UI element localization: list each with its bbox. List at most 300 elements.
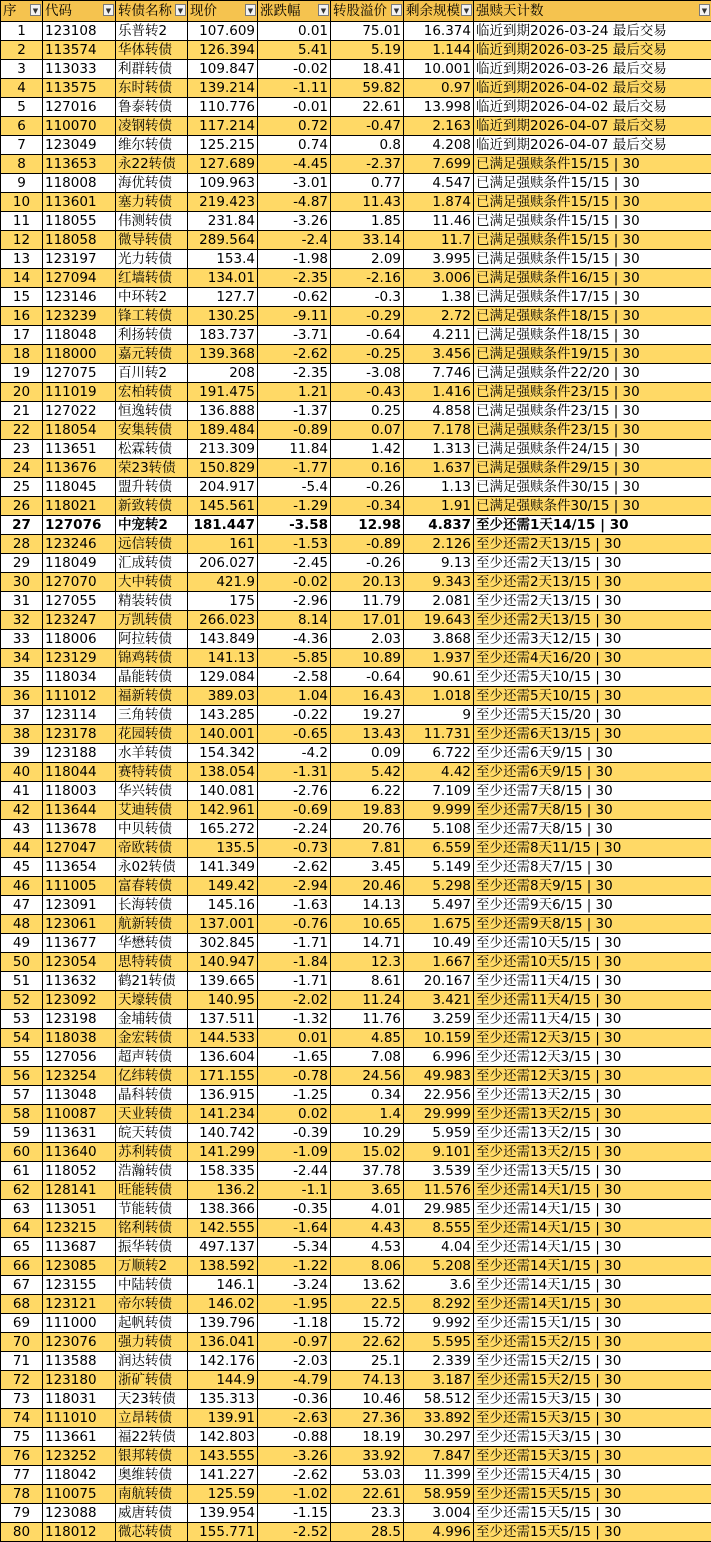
cell-change[interactable]: -1.77 [258,459,331,478]
cell-name[interactable]: 节能转债 [116,1200,188,1219]
cell-index[interactable]: 74 [1,1409,43,1428]
cell-change[interactable]: -1.02 [258,1485,331,1504]
cell-premium[interactable]: -0.47 [331,117,404,136]
cell-premium[interactable]: 75.01 [331,22,404,41]
table-row[interactable] [1,725,711,744]
cell-index[interactable]: 12 [1,231,43,250]
cell-price[interactable]: 155.771 [188,1523,258,1542]
cell-price[interactable]: 154.342 [188,744,258,763]
cell-redeem-count[interactable]: 至少还需5天15/20 | 30 [474,706,711,725]
cell-index[interactable]: 38 [1,725,43,744]
cell-price[interactable]: 136.604 [188,1048,258,1067]
cell-code[interactable]: 127075 [43,364,116,383]
cell-index[interactable]: 1 [1,22,43,41]
cell-remaining[interactable]: 5.959 [404,1124,474,1143]
cell-price[interactable]: 109.963 [188,174,258,193]
cell-name[interactable]: 南航转债 [116,1485,188,1504]
cell-redeem-count[interactable]: 至少还需14天1/15 | 30 [474,1238,711,1257]
cell-remaining[interactable]: 3.259 [404,1010,474,1029]
filter-dropdown-icon[interactable]: ▼ [103,4,114,16]
cell-remaining[interactable]: 4.211 [404,326,474,345]
table-row[interactable] [1,1086,711,1105]
cell-price[interactable]: 140.001 [188,725,258,744]
table-row[interactable] [1,554,711,573]
cell-code[interactable]: 118044 [43,763,116,782]
cell-name[interactable]: 微导转债 [116,231,188,250]
cell-change[interactable]: -1.84 [258,953,331,972]
table-row[interactable] [1,1466,711,1485]
cell-redeem-count[interactable]: 至少还需11天4/15 | 30 [474,1010,711,1029]
cell-price[interactable]: 143.285 [188,706,258,725]
cell-change[interactable]: -1.98 [258,250,331,269]
table-row[interactable] [1,345,711,364]
cell-name[interactable]: 起帆转债 [116,1314,188,1333]
cell-remaining[interactable]: 3.006 [404,269,474,288]
cell-redeem-count[interactable]: 已满足强赎条件18/15 | 30 [474,307,711,326]
cell-remaining[interactable]: 9 [404,706,474,725]
cell-premium[interactable]: -0.3 [331,288,404,307]
cell-premium[interactable]: 14.71 [331,934,404,953]
cell-redeem-count[interactable]: 至少还需14天1/15 | 30 [474,1200,711,1219]
cell-price[interactable]: 141.349 [188,858,258,877]
table-row[interactable] [1,915,711,934]
cell-premium[interactable]: 10.46 [331,1390,404,1409]
cell-name[interactable]: 恒逸转债 [116,402,188,421]
header-name[interactable]: 转债名称 ▼ [116,1,188,22]
cell-code[interactable]: 123254 [43,1067,116,1086]
cell-code[interactable]: 123061 [43,915,116,934]
cell-code[interactable]: 110075 [43,1485,116,1504]
cell-price[interactable]: 139.91 [188,1409,258,1428]
cell-remaining[interactable]: 3.868 [404,630,474,649]
cell-premium[interactable]: 59.82 [331,79,404,98]
cell-name[interactable]: 中环转2 [116,288,188,307]
cell-redeem-count[interactable]: 临近到期2026-04-02 最后交易 [474,98,711,117]
cell-change[interactable]: -1.71 [258,934,331,953]
cell-name[interactable]: 富春转债 [116,877,188,896]
cell-change[interactable]: -2.24 [258,820,331,839]
cell-name[interactable]: 利群转债 [116,60,188,79]
cell-price[interactable]: 142.803 [188,1428,258,1447]
cell-change[interactable]: -2.96 [258,592,331,611]
cell-change[interactable]: -4.36 [258,630,331,649]
cell-remaining[interactable]: 9.101 [404,1143,474,1162]
cell-remaining[interactable]: 90.61 [404,668,474,687]
cell-code[interactable]: 123247 [43,611,116,630]
cell-change[interactable]: -2.62 [258,345,331,364]
cell-change[interactable]: -1.65 [258,1048,331,1067]
table-row[interactable] [1,820,711,839]
cell-remaining[interactable]: 9.13 [404,554,474,573]
cell-remaining[interactable]: 1.637 [404,459,474,478]
cell-name[interactable]: 天业转债 [116,1105,188,1124]
cell-change[interactable]: -5.4 [258,478,331,497]
cell-redeem-count[interactable]: 已满足强赎条件15/15 | 30 [474,174,711,193]
cell-code[interactable]: 113033 [43,60,116,79]
cell-code[interactable]: 127016 [43,98,116,117]
cell-price[interactable]: 141.13 [188,649,258,668]
cell-remaining[interactable]: 3.995 [404,250,474,269]
cell-code[interactable]: 113048 [43,1086,116,1105]
cell-name[interactable]: 利扬转债 [116,326,188,345]
cell-remaining[interactable]: 4.858 [404,402,474,421]
cell-name[interactable]: 强力转债 [116,1333,188,1352]
cell-change[interactable]: -0.02 [258,573,331,592]
cell-change[interactable]: -0.22 [258,706,331,725]
cell-change[interactable]: -1.29 [258,497,331,516]
cell-price[interactable]: 141.299 [188,1143,258,1162]
cell-redeem-count[interactable]: 至少还需13天2/15 | 30 [474,1143,711,1162]
cell-price[interactable]: 143.849 [188,630,258,649]
cell-redeem-count[interactable]: 至少还需15天3/15 | 30 [474,1390,711,1409]
cell-premium[interactable]: 17.01 [331,611,404,630]
cell-price[interactable]: 126.394 [188,41,258,60]
cell-change[interactable]: -1.15 [258,1504,331,1523]
cell-remaining[interactable]: 3.421 [404,991,474,1010]
cell-code[interactable]: 118008 [43,174,116,193]
cell-price[interactable]: 189.484 [188,421,258,440]
cell-redeem-count[interactable]: 临近到期2026-04-02 最后交易 [474,79,711,98]
cell-code[interactable]: 113588 [43,1352,116,1371]
cell-premium[interactable]: -2.37 [331,155,404,174]
table-row[interactable] [1,516,711,535]
cell-name[interactable]: 华体转债 [116,41,188,60]
cell-index[interactable]: 33 [1,630,43,649]
cell-index[interactable]: 58 [1,1105,43,1124]
table-row[interactable] [1,1485,711,1504]
cell-redeem-count[interactable]: 已满足强赎条件18/15 | 30 [474,326,711,345]
cell-index[interactable]: 63 [1,1200,43,1219]
cell-code[interactable]: 118055 [43,212,116,231]
cell-change[interactable]: -0.97 [258,1333,331,1352]
cell-remaining[interactable]: 5.497 [404,896,474,915]
cell-code[interactable]: 123108 [43,22,116,41]
table-row[interactable] [1,535,711,554]
cell-price[interactable]: 158.335 [188,1162,258,1181]
cell-premium[interactable]: 0.16 [331,459,404,478]
cell-change[interactable]: -0.69 [258,801,331,820]
cell-name[interactable]: 安集转债 [116,421,188,440]
cell-price[interactable]: 139.796 [188,1314,258,1333]
cell-index[interactable]: 69 [1,1314,43,1333]
cell-name[interactable]: 振华转债 [116,1238,188,1257]
cell-price[interactable]: 144.9 [188,1371,258,1390]
cell-remaining[interactable]: 19.643 [404,611,474,630]
cell-premium[interactable]: 53.03 [331,1466,404,1485]
cell-premium[interactable]: 5.42 [331,763,404,782]
cell-index[interactable]: 46 [1,877,43,896]
cell-redeem-count[interactable]: 至少还需15天5/15 | 30 [474,1485,711,1504]
table-row[interactable] [1,22,711,41]
cell-redeem-count[interactable]: 至少还需2天13/15 | 30 [474,592,711,611]
table-row[interactable] [1,934,711,953]
cell-premium[interactable]: 20.13 [331,573,404,592]
cell-index[interactable]: 59 [1,1124,43,1143]
cell-remaining[interactable]: 4.208 [404,136,474,155]
cell-name[interactable]: 银邦转债 [116,1447,188,1466]
cell-remaining[interactable]: 3.6 [404,1276,474,1295]
cell-code[interactable]: 118058 [43,231,116,250]
cell-change[interactable]: 1.21 [258,383,331,402]
cell-index[interactable]: 61 [1,1162,43,1181]
cell-remaining[interactable]: 11.576 [404,1181,474,1200]
table-row[interactable] [1,1181,711,1200]
cell-remaining[interactable]: 29.999 [404,1105,474,1124]
cell-index[interactable]: 73 [1,1390,43,1409]
table-row[interactable] [1,307,711,326]
cell-change[interactable]: 0.02 [258,1105,331,1124]
cell-index[interactable]: 31 [1,592,43,611]
cell-change[interactable]: -1.09 [258,1143,331,1162]
cell-remaining[interactable]: 2.163 [404,117,474,136]
cell-premium[interactable]: 11.76 [331,1010,404,1029]
cell-change[interactable]: -1.11 [258,79,331,98]
cell-redeem-count[interactable]: 至少还需12天3/15 | 30 [474,1067,711,1086]
cell-premium[interactable]: 8.06 [331,1257,404,1276]
cell-redeem-count[interactable]: 已满足强赎条件23/15 | 30 [474,402,711,421]
cell-premium[interactable]: 1.4 [331,1105,404,1124]
cell-code[interactable]: 123088 [43,1504,116,1523]
cell-remaining[interactable]: 0.97 [404,79,474,98]
table-row[interactable] [1,364,711,383]
cell-premium[interactable]: 25.1 [331,1352,404,1371]
cell-price[interactable]: 143.555 [188,1447,258,1466]
cell-name[interactable]: 金宏转债 [116,1029,188,1048]
cell-redeem-count[interactable]: 至少还需15天5/15 | 30 [474,1523,711,1542]
cell-premium[interactable]: 12.3 [331,953,404,972]
cell-price[interactable]: 142.555 [188,1219,258,1238]
cell-name[interactable]: 嘉元转债 [116,345,188,364]
cell-redeem-count[interactable]: 至少还需14天1/15 | 30 [474,1295,711,1314]
header-price[interactable]: 现价 ▼ [188,1,258,22]
table-row[interactable] [1,573,711,592]
cell-index[interactable]: 11 [1,212,43,231]
cell-name[interactable]: 海优转债 [116,174,188,193]
cell-price[interactable]: 421.9 [188,573,258,592]
cell-premium[interactable]: 13.43 [331,725,404,744]
cell-remaining[interactable]: 6.559 [404,839,474,858]
cell-price[interactable]: 136.915 [188,1086,258,1105]
cell-name[interactable]: 中贝转债 [116,820,188,839]
cell-price[interactable]: 135.5 [188,839,258,858]
cell-remaining[interactable]: 1.018 [404,687,474,706]
cell-name[interactable]: 奥维转债 [116,1466,188,1485]
cell-index[interactable]: 80 [1,1523,43,1542]
cell-name[interactable]: 立昂转债 [116,1409,188,1428]
cell-remaining[interactable]: 6.996 [404,1048,474,1067]
cell-index[interactable]: 71 [1,1352,43,1371]
cell-price[interactable]: 130.25 [188,307,258,326]
cell-name[interactable]: 浩瀚转债 [116,1162,188,1181]
cell-name[interactable]: 永02转债 [116,858,188,877]
cell-index[interactable]: 27 [1,516,43,535]
cell-premium[interactable]: -0.64 [331,668,404,687]
cell-index[interactable]: 10 [1,193,43,212]
cell-remaining[interactable]: 58.512 [404,1390,474,1409]
cell-redeem-count[interactable]: 临近到期2026-03-26 最后交易 [474,60,711,79]
cell-premium[interactable]: 11.79 [331,592,404,611]
cell-code[interactable]: 111010 [43,1409,116,1428]
cell-code[interactable]: 118042 [43,1466,116,1485]
cell-redeem-count[interactable]: 已满足强赎条件24/15 | 30 [474,440,711,459]
cell-index[interactable]: 48 [1,915,43,934]
cell-index[interactable]: 6 [1,117,43,136]
cell-price[interactable]: 165.272 [188,820,258,839]
cell-remaining[interactable]: 2.72 [404,307,474,326]
cell-index[interactable]: 22 [1,421,43,440]
cell-remaining[interactable]: 49.983 [404,1067,474,1086]
cell-change[interactable]: -5.85 [258,649,331,668]
cell-code[interactable]: 123197 [43,250,116,269]
cell-price[interactable]: 136.041 [188,1333,258,1352]
cell-change[interactable]: -0.76 [258,915,331,934]
cell-price[interactable]: 302.845 [188,934,258,953]
cell-change[interactable]: 11.84 [258,440,331,459]
cell-price[interactable]: 153.4 [188,250,258,269]
cell-change[interactable]: -0.73 [258,839,331,858]
cell-price[interactable]: 137.001 [188,915,258,934]
cell-name[interactable]: 伟测转债 [116,212,188,231]
cell-redeem-count[interactable]: 至少还需14天1/15 | 30 [474,1276,711,1295]
cell-index[interactable]: 75 [1,1428,43,1447]
cell-redeem-count[interactable]: 临近到期2026-03-24 最后交易 [474,22,711,41]
cell-change[interactable]: -1.64 [258,1219,331,1238]
cell-premium[interactable]: 23.3 [331,1504,404,1523]
cell-redeem-count[interactable]: 至少还需7天8/15 | 30 [474,801,711,820]
cell-name[interactable]: 盟升转债 [116,478,188,497]
cell-index[interactable]: 42 [1,801,43,820]
cell-price[interactable]: 231.84 [188,212,258,231]
cell-index[interactable]: 35 [1,668,43,687]
cell-redeem-count[interactable]: 至少还需13天5/15 | 30 [474,1162,711,1181]
cell-name[interactable]: 花园转债 [116,725,188,744]
cell-index[interactable]: 55 [1,1048,43,1067]
cell-remaining[interactable]: 5.208 [404,1257,474,1276]
cell-change[interactable]: -2.35 [258,269,331,288]
cell-code[interactable]: 123198 [43,1010,116,1029]
cell-code[interactable]: 113678 [43,820,116,839]
cell-index[interactable]: 13 [1,250,43,269]
cell-index[interactable]: 39 [1,744,43,763]
cell-name[interactable]: 福新转债 [116,687,188,706]
cell-change[interactable]: -2.02 [258,991,331,1010]
cell-remaining[interactable]: 13.998 [404,98,474,117]
cell-price[interactable]: 110.776 [188,98,258,117]
table-row[interactable] [1,1105,711,1124]
cell-redeem-count[interactable]: 已满足强赎条件22/20 | 30 [474,364,711,383]
cell-name[interactable]: 塞力转债 [116,193,188,212]
cell-index[interactable]: 2 [1,41,43,60]
cell-code[interactable]: 118054 [43,421,116,440]
cell-name[interactable]: 水羊转债 [116,744,188,763]
cell-redeem-count[interactable]: 至少还需13天2/15 | 30 [474,1124,711,1143]
cell-index[interactable]: 67 [1,1276,43,1295]
cell-name[interactable]: 汇成转债 [116,554,188,573]
cell-remaining[interactable]: 7.109 [404,782,474,801]
cell-price[interactable]: 213.309 [188,440,258,459]
filter-dropdown-icon[interactable]: ▼ [175,4,186,16]
cell-redeem-count[interactable]: 至少还需8天11/15 | 30 [474,839,711,858]
cell-remaining[interactable]: 4.996 [404,1523,474,1542]
cell-price[interactable]: 134.01 [188,269,258,288]
cell-index[interactable]: 23 [1,440,43,459]
cell-price[interactable]: 389.03 [188,687,258,706]
cell-code[interactable]: 113654 [43,858,116,877]
cell-change[interactable]: -2.45 [258,554,331,573]
cell-redeem-count[interactable]: 至少还需15天3/15 | 30 [474,1428,711,1447]
cell-remaining[interactable]: 8.555 [404,1219,474,1238]
cell-price[interactable]: 127.7 [188,288,258,307]
table-row[interactable] [1,1162,711,1181]
cell-price[interactable]: 497.137 [188,1238,258,1257]
cell-code[interactable]: 123155 [43,1276,116,1295]
cell-change[interactable]: -0.01 [258,98,331,117]
cell-redeem-count[interactable]: 至少还需5天10/15 | 30 [474,668,711,687]
cell-index[interactable]: 32 [1,611,43,630]
cell-premium[interactable]: 2.09 [331,250,404,269]
cell-price[interactable]: 139.665 [188,972,258,991]
table-row[interactable] [1,1010,711,1029]
header-remaining[interactable]: 剩余规模 ▼ [404,1,474,22]
cell-index[interactable]: 49 [1,934,43,953]
cell-remaining[interactable]: 9.999 [404,801,474,820]
cell-premium[interactable]: 10.65 [331,915,404,934]
cell-premium[interactable]: 11.24 [331,991,404,1010]
cell-code[interactable]: 127022 [43,402,116,421]
cell-index[interactable]: 14 [1,269,43,288]
cell-premium[interactable]: 33.14 [331,231,404,250]
cell-code[interactable]: 127076 [43,516,116,535]
cell-change[interactable]: -2.35 [258,364,331,383]
cell-change[interactable]: -4.45 [258,155,331,174]
table-row[interactable] [1,858,711,877]
table-row[interactable] [1,60,711,79]
cell-index[interactable]: 17 [1,326,43,345]
cell-redeem-count[interactable]: 已满足强赎条件15/15 | 30 [474,193,711,212]
cell-redeem-count[interactable]: 至少还需2天13/15 | 30 [474,535,711,554]
cell-remaining[interactable]: 1.874 [404,193,474,212]
cell-code[interactable]: 127070 [43,573,116,592]
cell-redeem-count[interactable]: 至少还需14天1/15 | 30 [474,1181,711,1200]
cell-code[interactable]: 127094 [43,269,116,288]
cell-price[interactable]: 109.847 [188,60,258,79]
cell-index[interactable]: 56 [1,1067,43,1086]
cell-code[interactable]: 118038 [43,1029,116,1048]
cell-change[interactable]: 5.41 [258,41,331,60]
cell-index[interactable]: 26 [1,497,43,516]
cell-index[interactable]: 62 [1,1181,43,1200]
cell-change[interactable]: -2.63 [258,1409,331,1428]
cell-remaining[interactable]: 8.292 [404,1295,474,1314]
cell-remaining[interactable]: 1.675 [404,915,474,934]
table-row[interactable] [1,1143,711,1162]
table-row[interactable] [1,706,711,725]
cell-name[interactable]: 皖天转债 [116,1124,188,1143]
cell-name[interactable]: 帝欧转债 [116,839,188,858]
cell-redeem-count[interactable]: 至少还需15天2/15 | 30 [474,1352,711,1371]
cell-price[interactable]: 140.081 [188,782,258,801]
cell-name[interactable]: 中陆转债 [116,1276,188,1295]
cell-change[interactable]: -1.31 [258,763,331,782]
cell-premium[interactable]: 0.34 [331,1086,404,1105]
cell-index[interactable]: 21 [1,402,43,421]
cell-name[interactable]: 新致转债 [116,497,188,516]
cell-name[interactable]: 福22转债 [116,1428,188,1447]
cell-name[interactable]: 松霖转债 [116,440,188,459]
cell-premium[interactable]: 0.09 [331,744,404,763]
cell-redeem-count[interactable]: 至少还需14天1/15 | 30 [474,1219,711,1238]
table-row[interactable] [1,174,711,193]
